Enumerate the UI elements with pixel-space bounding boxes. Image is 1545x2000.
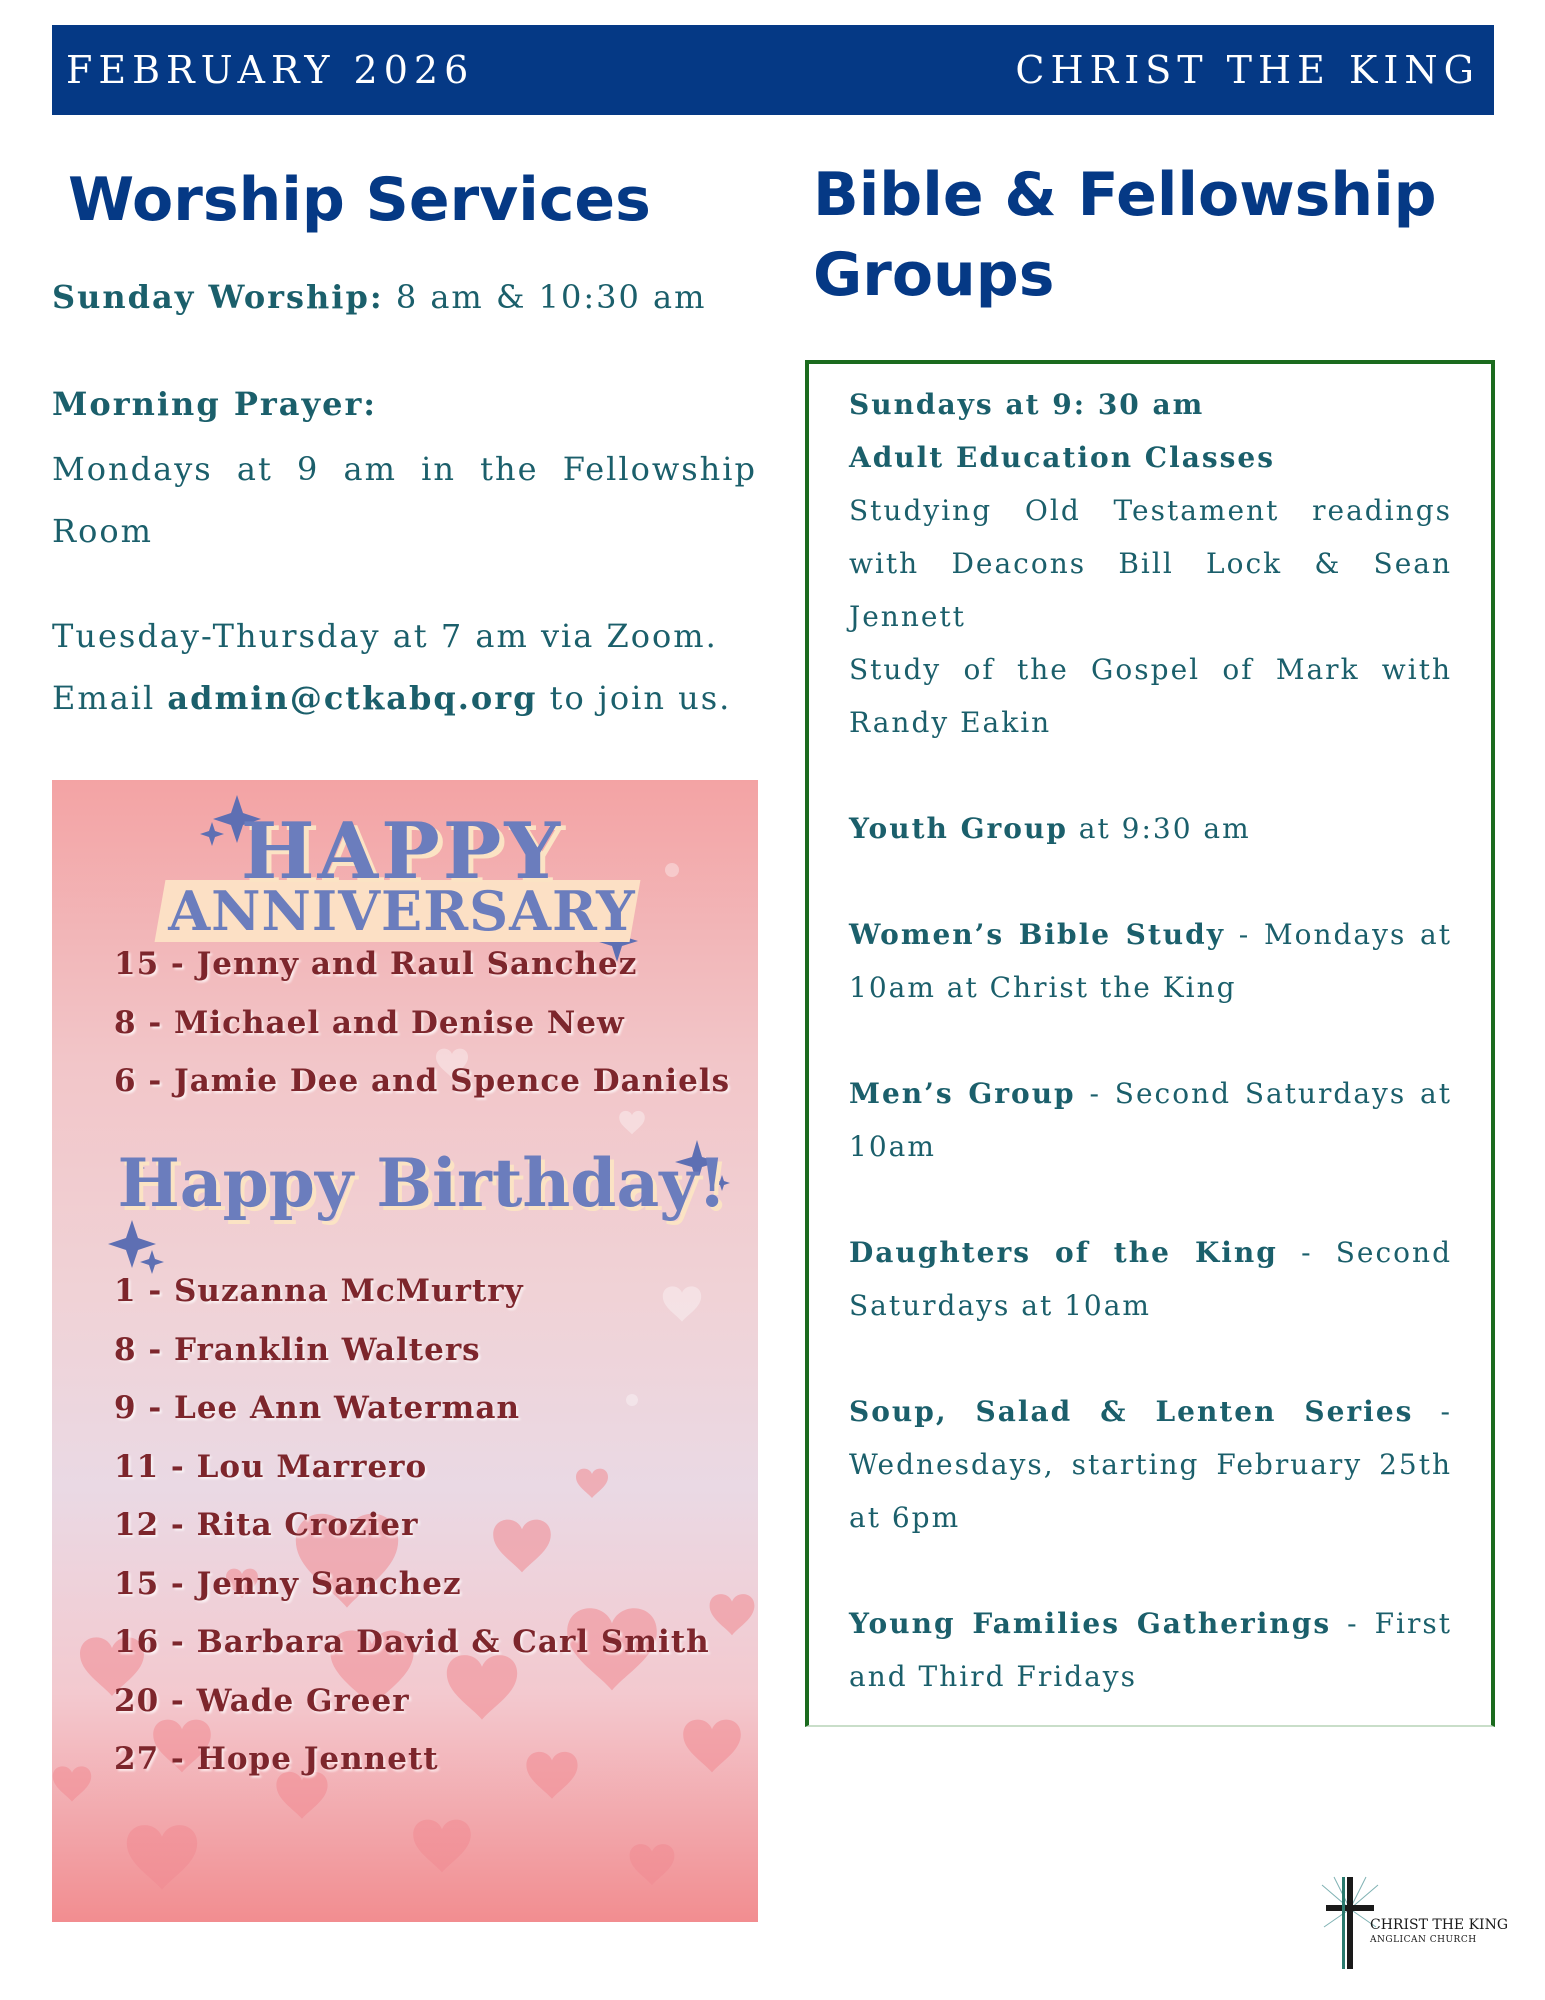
groups-content bbox=[849, 378, 1452, 1703]
womens-bible-study-label: Women’s Bible Study bbox=[849, 918, 1226, 951]
birthday-item: 27 - Hope Jennett bbox=[114, 1741, 439, 1777]
birthday-item: 8 - Franklin Walters bbox=[114, 1331, 481, 1368]
mens-group bbox=[849, 1067, 1452, 1173]
morning-prayer-label: Morning Prayer: bbox=[52, 385, 378, 423]
weekday-prayer-text: Tuesday-Thursday at 7 am via Zoom. bbox=[52, 617, 718, 655]
anniversary-list bbox=[114, 935, 730, 1111]
soup-salad-series bbox=[849, 1385, 1452, 1544]
daughters-of-the-king bbox=[849, 1226, 1452, 1332]
anniversary-item: 6 - Jamie Dee and Spence Daniels bbox=[114, 1063, 731, 1099]
weekday-prayer bbox=[52, 605, 757, 729]
birthday-list bbox=[114, 1262, 710, 1789]
mens-group-label: Men’s Group bbox=[849, 1077, 1076, 1110]
youth-group bbox=[849, 802, 1452, 855]
soup-salad-label: Soup, Salad & Lenten Series bbox=[849, 1395, 1414, 1428]
sunday-worship-label: Sunday Worship: bbox=[52, 278, 384, 316]
birthday-item: 1 - Suzanna McMurtry bbox=[114, 1273, 524, 1309]
womens-bible-study-text: - Mondays at 10am at Christ the King bbox=[849, 918, 1452, 1004]
church-name: CHRIST THE KING bbox=[1015, 48, 1480, 92]
anniversary-title: ANNIVERSARY bbox=[168, 879, 636, 943]
anniversary-item: 8 - Michael and Denise New bbox=[114, 1004, 625, 1041]
daughters-label: Daughters of the King bbox=[849, 1236, 1278, 1269]
groups-box bbox=[805, 360, 1495, 1727]
celebrations-card bbox=[52, 780, 758, 1922]
sunday-classes-time: Sundays at 9: 30 am bbox=[849, 388, 1205, 421]
birthday-item: 12 - Rita Crozier bbox=[114, 1507, 419, 1543]
header-bar bbox=[52, 25, 1494, 115]
email-link[interactable]: admin@ctkabq.org bbox=[167, 679, 538, 717]
birthday-item: 11 - Lou Marrero bbox=[114, 1448, 428, 1485]
sunday-worship-times: 8 am & 10:30 am bbox=[383, 278, 707, 316]
worship-services-title: Worship Services bbox=[68, 165, 651, 235]
daughters-text: - Second Saturdays at 10am bbox=[849, 1236, 1452, 1322]
youth-group-text: at 9:30 am bbox=[1067, 812, 1251, 845]
anniversary-item: 15 - Jenny and Raul Sanchez bbox=[114, 946, 638, 982]
newsletter-month: FEBRUARY 2026 bbox=[66, 48, 475, 92]
youth-group-label: Youth Group bbox=[849, 812, 1068, 845]
logo-line2: ANGLICAN CHURCH bbox=[1370, 1935, 1477, 1945]
soup-salad-text: - Wednesdays, starting February 25th at 6pm bbox=[849, 1395, 1452, 1534]
bible-fellowship-title: Bible & Fellowship Groups bbox=[813, 160, 1437, 310]
church-logo bbox=[1320, 1875, 1510, 1970]
womens-bible-study bbox=[849, 908, 1452, 1014]
sunday-worship bbox=[52, 278, 706, 316]
email-prefix: Email bbox=[52, 679, 168, 717]
young-families bbox=[849, 1597, 1452, 1703]
mens-group-text: - Second Saturdays at 10am bbox=[849, 1077, 1452, 1163]
birthday-item: 20 - Wade Greer bbox=[114, 1682, 410, 1719]
birthday-title: Happy Birthday! bbox=[117, 1144, 727, 1222]
adult-education-label: Adult Education Classes bbox=[849, 441, 1275, 474]
adult-education-mark: Study of the Gospel of Mark with Randy Eakin bbox=[849, 653, 1452, 739]
morning-prayer-text: Mondays at 9 am in the Fellowship Room bbox=[52, 450, 757, 550]
birthday-item: 15 - Jenny Sanchez bbox=[114, 1565, 462, 1602]
birthday-item: 9 - Lee Ann Waterman bbox=[114, 1390, 520, 1426]
logo-line1: CHRIST THE KING bbox=[1370, 1917, 1509, 1933]
anniversary-title-happy: HAPPY bbox=[240, 806, 564, 897]
birthday-item: 16 - Barbara David & Carl Smith bbox=[114, 1624, 710, 1660]
young-families-text: - First and Third Fridays bbox=[849, 1607, 1452, 1693]
adult-education-ot: Studying Old Testament readings with Deacons Bill Lock & Sean Jennett bbox=[849, 494, 1452, 633]
email-suffix: to join us. bbox=[537, 679, 732, 717]
young-families-label: Young Families Gatherings bbox=[849, 1607, 1332, 1640]
